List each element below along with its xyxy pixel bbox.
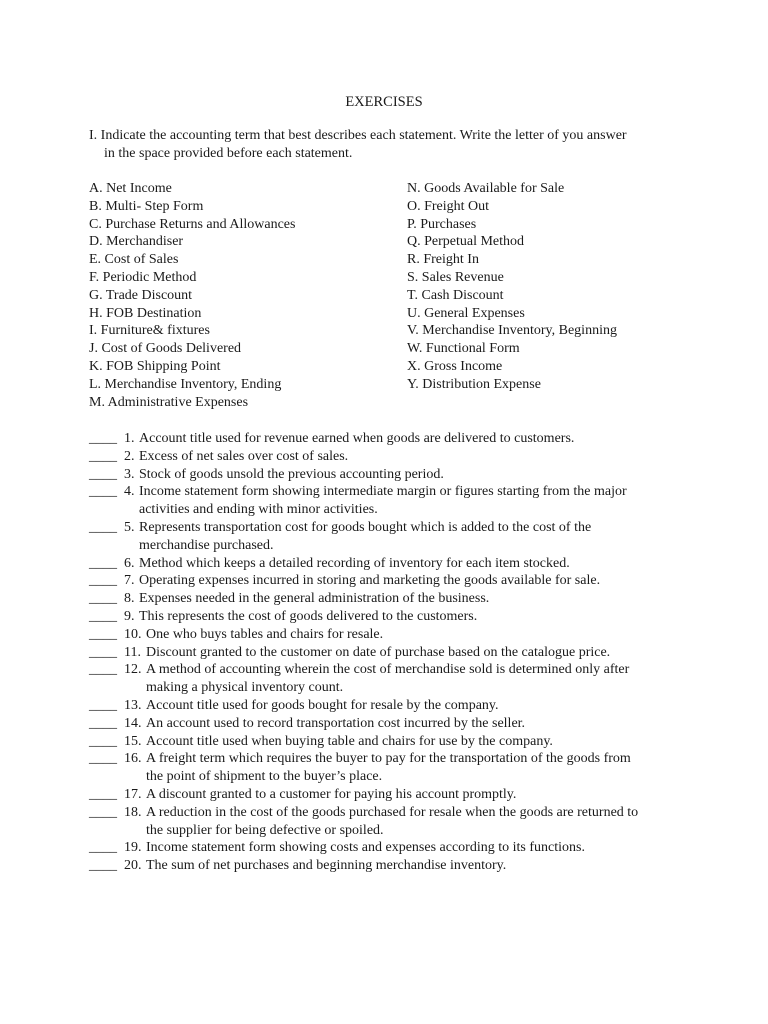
- question-text: This represents the cost of goods delivered to the customers.: [139, 608, 478, 624]
- choice-c: C. Purchase Returns and Allowances: [89, 216, 296, 232]
- question-item: [89, 804, 689, 840]
- question-text: Income statement form showing costs and expenses according to its functions.: [146, 840, 585, 856]
- question-text: Method which keeps a detailed recording of inventory for each item stocked.: [139, 555, 570, 571]
- question-item: [89, 626, 689, 644]
- question-number: 9.: [124, 608, 135, 624]
- choice-o: O. Freight Out: [407, 198, 490, 214]
- answer-blank[interactable]: ____: [89, 858, 117, 874]
- question-item: [89, 448, 689, 466]
- question-number: 15.: [124, 733, 142, 749]
- answer-blank[interactable]: ____: [89, 697, 117, 713]
- question-text: A reduction in the cost of the goods purchased for resale when the goods are returned to: [146, 804, 639, 820]
- question-number: 4.: [124, 484, 135, 500]
- question-text: Expenses needed in the general administration of the business.: [139, 591, 490, 607]
- answer-blank[interactable]: ____: [89, 591, 117, 607]
- answer-blank[interactable]: ____: [89, 484, 117, 500]
- page-title: EXERCISES: [345, 94, 423, 110]
- choice-w: W. Functional Form: [407, 341, 520, 357]
- question-text: Excess of net sales over cost of sales.: [139, 448, 349, 464]
- answer-blank[interactable]: ____: [89, 840, 117, 856]
- choice-p: P. Purchases: [407, 216, 477, 232]
- question-item: [89, 555, 689, 573]
- answer-blank[interactable]: ____: [89, 448, 117, 464]
- answer-blank[interactable]: ____: [89, 751, 117, 767]
- question-text: Stock of goods unsold the previous accounting period.: [139, 466, 444, 482]
- question-number: 11.: [124, 644, 141, 660]
- answer-blank[interactable]: ____: [89, 644, 117, 660]
- choice-d: D. Merchandiser: [89, 234, 184, 250]
- choice-j: J. Cost of Goods Delivered: [89, 341, 242, 357]
- choices-right-column: [407, 180, 707, 394]
- question-number: 2.: [124, 448, 135, 464]
- question-item: [89, 644, 689, 662]
- question-item: [89, 572, 689, 590]
- question-item: [89, 466, 689, 484]
- question-text: Represents transportation cost for goods bought which is added to the cost of the: [139, 519, 592, 535]
- question-number: 20.: [124, 858, 142, 874]
- answer-blank[interactable]: ____: [89, 519, 117, 535]
- question-number: 7.: [124, 573, 135, 589]
- choice-g: G. Trade Discount: [89, 287, 193, 303]
- question-text: A freight term which requires the buyer to pay for the transportation of the goods from: [146, 751, 631, 767]
- question-item: [89, 857, 689, 875]
- question-number: 18.: [124, 804, 142, 820]
- question-number: 12.: [124, 662, 142, 678]
- answer-blank[interactable]: ____: [89, 804, 117, 820]
- choice-i: I. Furniture& fixtures: [89, 323, 210, 339]
- question-text-continued: making a physical inventory count.: [146, 680, 344, 696]
- question-number: 10.: [124, 626, 142, 642]
- instruction-line-2: in the space provided before each statement.: [104, 145, 353, 161]
- question-number: 17.: [124, 786, 142, 802]
- choice-q: Q. Perpetual Method: [407, 234, 525, 250]
- answer-blank[interactable]: ____: [89, 555, 117, 571]
- choice-v: V. Merchandise Inventory, Beginning: [407, 323, 617, 339]
- question-text-continued: the point of shipment to the buyer’s place.: [146, 769, 383, 785]
- answer-blank[interactable]: ____: [89, 608, 117, 624]
- choice-f: F. Periodic Method: [89, 269, 197, 285]
- question-number: 13.: [124, 697, 142, 713]
- question-text-continued: the supplier for being defective or spoiled.: [146, 822, 384, 838]
- question-number: 3.: [124, 466, 135, 482]
- question-item: [89, 697, 689, 715]
- question-item: [89, 590, 689, 608]
- choice-r: R. Freight In: [407, 252, 479, 268]
- instruction-line-1: I. Indicate the accounting term that best describes each statement. Write the letter of you answer: [89, 128, 627, 143]
- question-item: [89, 483, 689, 519]
- question-text-continued: merchandise purchased.: [139, 537, 274, 553]
- question-number: 5.: [124, 519, 135, 535]
- question-text: The sum of net purchases and beginning merchandise inventory.: [146, 858, 507, 874]
- question-text: Account title used when buying table and chairs for use by the company.: [146, 733, 553, 749]
- question-text: Account title used for revenue earned when goods are delivered to customers.: [139, 431, 575, 446]
- choice-e: E. Cost of Sales: [89, 252, 179, 268]
- choice-u: U. General Expenses: [407, 305, 525, 321]
- question-text: One who buys tables and chairs for resale.: [146, 626, 384, 642]
- answer-blank[interactable]: ____: [89, 662, 117, 678]
- answer-blank[interactable]: ____: [89, 786, 117, 802]
- choice-t: T. Cash Discount: [407, 287, 504, 303]
- choices-left-column: [89, 180, 389, 411]
- instruction: [89, 127, 689, 162]
- answer-blank[interactable]: ____: [89, 715, 117, 731]
- choice-b: B. Multi- Step Form: [89, 198, 204, 214]
- question-number: 6.: [124, 555, 135, 571]
- answer-blank[interactable]: ____: [89, 466, 117, 482]
- question-text: An account used to record transportation cost incurred by the seller.: [146, 715, 526, 731]
- question-item: [89, 608, 689, 626]
- question-number: 14.: [124, 715, 142, 731]
- choice-l: L. Merchandise Inventory, Ending: [89, 376, 282, 392]
- question-number: 19.: [124, 840, 142, 856]
- answer-blank[interactable]: ____: [89, 733, 117, 749]
- question-text: Account title used for goods bought for resale by the company.: [146, 697, 499, 713]
- answer-blank[interactable]: ____: [89, 573, 117, 589]
- question-number: 1.: [124, 431, 135, 446]
- question-item: [89, 750, 689, 786]
- question-number: 16.: [124, 751, 142, 767]
- question-text: A discount granted to a customer for paying his account promptly.: [146, 786, 517, 802]
- choice-s: S. Sales Revenue: [407, 269, 504, 285]
- question-text: Discount granted to the customer on date of purchase based on the catalogue price.: [146, 644, 611, 660]
- choice-x: X. Gross Income: [407, 358, 503, 374]
- question-item: [89, 661, 689, 697]
- choice-y: Y. Distribution Expense: [407, 376, 541, 392]
- answer-blank[interactable]: ____: [89, 626, 117, 642]
- choice-n: N. Goods Available for Sale: [407, 181, 565, 196]
- question-item: [89, 519, 689, 555]
- question-text: A method of accounting wherein the cost of merchandise sold is determined only after: [146, 662, 630, 678]
- answer-blank[interactable]: ____: [89, 431, 117, 446]
- question-item: [89, 786, 689, 804]
- question-list: [89, 430, 689, 875]
- question-text: Income statement form showing intermediate margin or figures starting from the major: [139, 484, 627, 500]
- question-number: 8.: [124, 591, 135, 607]
- choice-h: H. FOB Destination: [89, 305, 202, 321]
- choice-a: A. Net Income: [89, 181, 172, 196]
- choice-m: M. Administrative Expenses: [89, 394, 249, 410]
- question-text: Operating expenses incurred in storing and marketing the goods available for sale.: [139, 573, 601, 589]
- question-item: [89, 733, 689, 751]
- question-item: [89, 715, 689, 733]
- question-item: [89, 839, 689, 857]
- question-text-continued: activities and ending with minor activities.: [139, 502, 378, 518]
- choice-k: K. FOB Shipping Point: [89, 358, 221, 374]
- question-item: [89, 430, 689, 448]
